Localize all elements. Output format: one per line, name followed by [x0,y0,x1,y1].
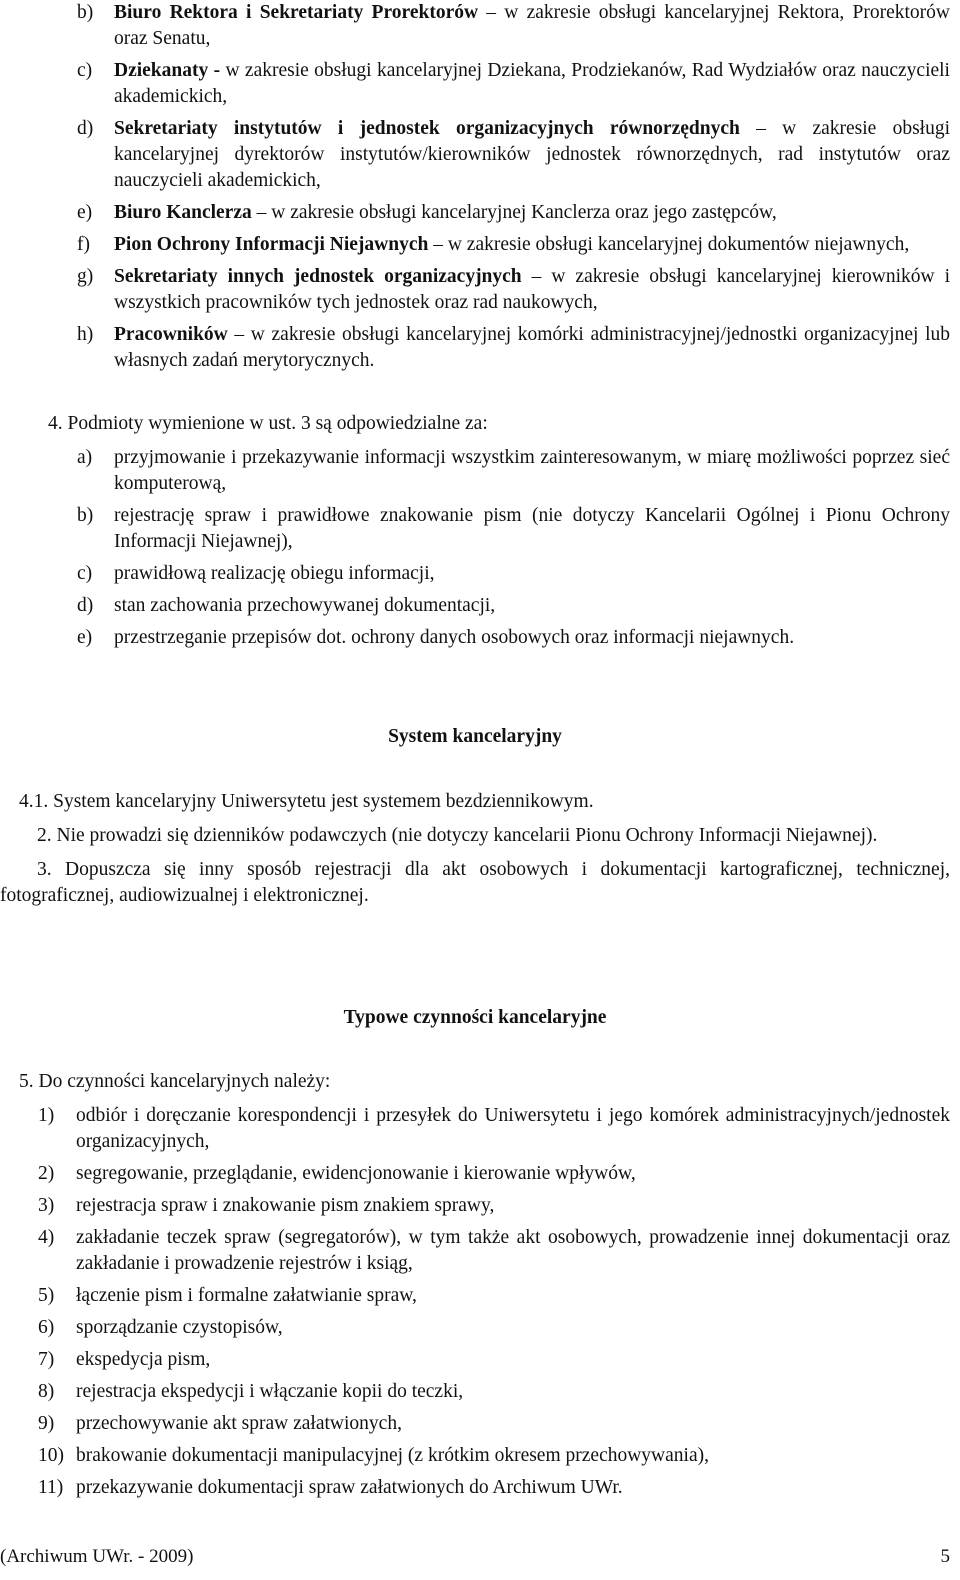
list-item [0,1225,960,1277]
list-marker: c) [77,60,93,81]
list-item [0,1347,960,1373]
paragraph: 2. Nie prowadzi się dzienników podawczych (nie dotyczy kancelarii Pionu Ochrony Informacji Niejawnej). [37,825,878,846]
system-block [0,789,960,917]
list-item [0,58,960,110]
list-item [0,0,960,52]
item-text: łączenie pism i formalne załatwianie spraw, [76,1285,417,1306]
item-text: – w zakresie obsługi kancelaryjnej Kanclerza oraz jego zastępców, [251,202,777,223]
list-marker: 2) [38,1163,55,1184]
units-list [0,0,960,380]
item-text: w zakresie obsługi kancelaryjnej Dziekana, Prodziekanów, Rad Wydziałów oraz nauczycieli akademickich, [114,60,950,107]
list-marker: 8) [38,1381,55,1402]
list-marker: 1) [38,1105,55,1126]
list-marker: c) [77,563,93,584]
item-title: Pion Ochrony Informacji Niejawnych [114,234,429,255]
list-item [0,625,960,651]
list-marker: d) [77,595,94,616]
list-marker: 5) [38,1285,55,1306]
item-text: przekazywanie dokumentacji spraw załatwionych do Archiwum UWr. [76,1477,623,1498]
list-marker: b) [77,2,94,23]
list-item [0,1193,960,1219]
list-marker: d) [77,118,94,139]
paragraph: 3. Dopuszcza się inny sposób rejestracji dla akt osobowych i dokumentacji kartograficznej, technicznej, fotograficznej, audiowizualnej i elektronicznej. [0,859,950,906]
item-title: Biuro Rektora i Sekretariaty Prorektorów [114,2,479,23]
paragraph: 4.1. System kancelaryjny Uniwersytetu jest systemem bezdziennikowym. [19,791,594,812]
list-item [0,445,960,497]
item-title: Pracowników [114,324,228,345]
list-marker: e) [77,202,93,223]
page-number: 5 [940,1546,950,1567]
item-title: Sekretariaty innych jednostek organizacyjnych [114,266,522,287]
list-marker: 7) [38,1349,55,1370]
list-item [0,1443,960,1469]
item-text: odbiór i doręczanie korespondencji i przesyłek do Uniwersytetu i jego komórek administracyjnych/jednostek organizacyjnych, [76,1105,950,1152]
list-item [0,200,960,226]
list-item [0,1161,960,1187]
list-marker: 4) [38,1227,55,1248]
list-marker: a) [77,447,93,468]
item-text: rejestracja ekspedycji i włączanie kopii do teczki, [76,1381,464,1402]
item-text: sporządzanie czystopisów, [76,1317,283,1338]
list-item [0,232,960,258]
list-item [0,1103,960,1155]
item-text: rejestrację spraw i prawidłowe znakowanie pism (nie dotyczy Kancelarii Ogólnej i Pionu Ochrony Informacji Niejawnej), [114,505,950,552]
paragraph: 4. Podmioty wymienione w ust. 3 są odpowiedzialne za: [48,413,488,434]
list-item [0,561,960,587]
list-item [0,593,960,619]
activities-block [0,1069,960,1507]
list-item [0,1315,960,1341]
list-marker: b) [77,505,94,526]
paragraph: 5. Do czynności kancelaryjnych należy: [19,1071,331,1092]
item-title: Sekretariaty instytutów i jednostek organizacyjnych równorzędnych [114,118,740,139]
list-item [0,503,960,555]
item-text: ekspedycja pism, [76,1349,211,1370]
list-marker: 3) [38,1195,55,1216]
item-text: – w zakresie obsługi kancelaryjnej komórki administracyjnej/jednostki organizacyjnej lub własnych zadań merytorycznych. [114,324,950,371]
item-text: prawidłową realizację obiegu informacji, [114,563,435,584]
item-text: brakowanie dokumentacji manipulacyjnej (z krótkim okresem przechowywania), [76,1445,709,1466]
item-text: – w zakresie obsługi kancelaryjnej Rektora, Prorektorów oraz Senatu, [114,2,950,49]
list-item [0,1475,960,1501]
item-text: przestrzeganie przepisów dot. ochrony danych osobowych oraz informacji niejawnych. [114,627,795,648]
list-item [0,322,960,374]
item-text: rejestracja spraw i znakowanie pism znakiem sprawy, [76,1195,495,1216]
item-title: Biuro Kanclerza [114,202,252,223]
list-marker: 10) [38,1445,64,1466]
item-text: segregowanie, przeglądanie, ewidencjonowanie i kierowanie wpływów, [76,1163,636,1184]
item-text: stan zachowania przechowywanej dokumentacji, [114,595,496,616]
item-text: przechowywanie akt spraw załatwionych, [76,1413,402,1434]
page-footer [0,1544,950,1570]
item-text: przyjmowanie i przekazywanie informacji wszystkim zainteresowanym, w miarę możliwości poprzez sieć komputerową, [114,447,950,494]
section-heading: System kancelaryjny [388,726,562,747]
list-item [0,116,960,194]
list-marker: g) [77,266,94,287]
section-heading: Typowe czynności kancelaryjne [343,1007,607,1028]
item-text: zakładanie teczek spraw (segregatorów), w tym także akt osobowych, prowadzenie innej dokumentacji oraz zakładanie i prowadzenie rejestrów i ksiąg, [76,1227,950,1274]
item-text: – w zakresie obsługi kancelaryjnej dokumentów niejawnych, [428,234,910,255]
list-marker: h) [77,324,94,345]
footer-source: (Archiwum UWr. - 2009) [0,1546,194,1567]
list-marker: 6) [38,1317,55,1338]
list-marker: 11) [38,1477,64,1498]
item-text: – w zakresie obsługi kancelaryjnej dyrektorów instytutów/kierowników jednostek równorzędnych, rad instytutów oraz nauczycieli akademickich, [114,118,950,191]
list-item [0,1411,960,1437]
list-item [0,264,960,316]
list-marker: f) [77,234,90,255]
list-marker: e) [77,627,93,648]
list-item [0,1379,960,1405]
responsibilities-block [0,411,960,657]
list-item [0,1283,960,1309]
item-text: – w zakresie obsługi kancelaryjnej kierowników i wszystkich pracowników tych jednostek oraz rad naukowych, [114,266,950,313]
list-marker: 9) [38,1413,55,1434]
item-title: Dziekanaty - [114,60,221,81]
